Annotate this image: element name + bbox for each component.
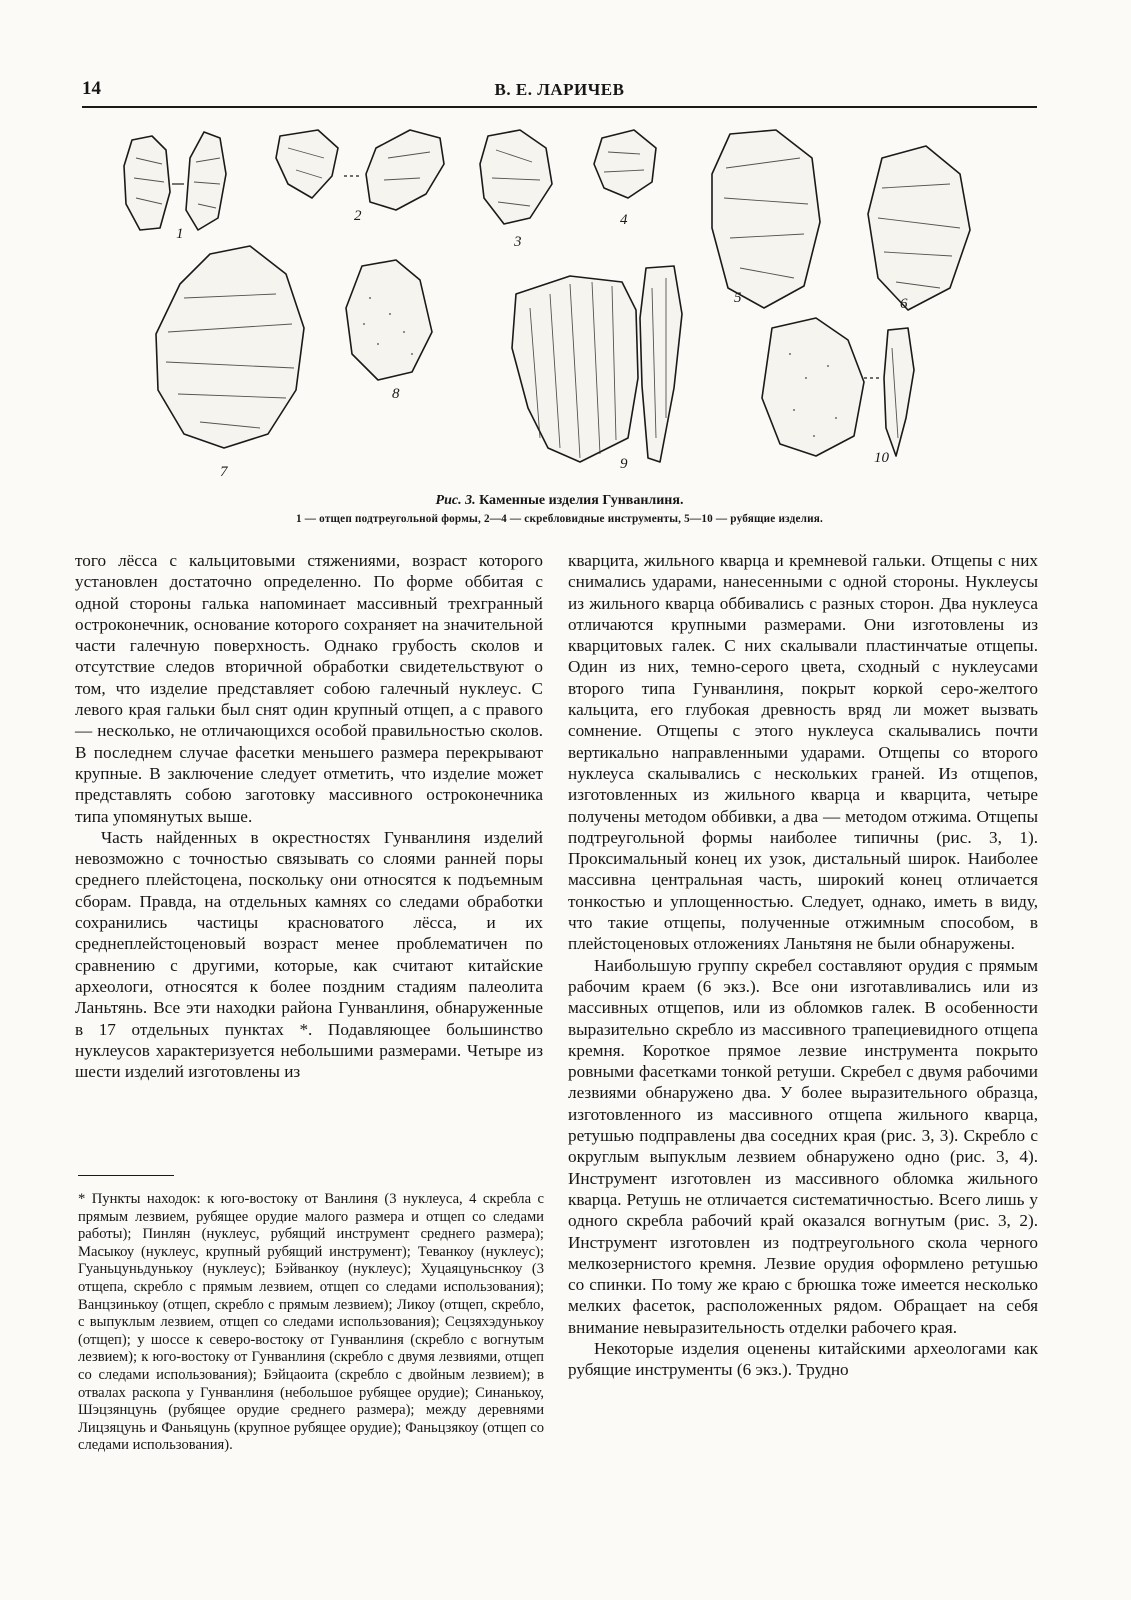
label-8: 8 — [392, 386, 400, 402]
artifact-10b — [884, 328, 914, 456]
artifact-1b — [186, 132, 226, 230]
artifact-10a — [762, 318, 864, 456]
figure-drawing — [100, 118, 1020, 490]
figure-caption-legend: 1 — отщеп подтреугольной формы, 2—4 — скребловидные инструменты, 5—10 — рубящие изделия. — [296, 513, 823, 525]
label-2: 2 — [354, 208, 362, 224]
artifact-1a — [124, 136, 170, 230]
figure-number: Рис. 3. — [435, 493, 476, 508]
artifact-2b — [366, 130, 444, 210]
figure-title: Каменные изделия Гунванлиня. — [479, 493, 684, 508]
label-4: 4 — [620, 212, 628, 228]
running-title: В. Е. ЛАРИЧЕВ — [494, 80, 625, 99]
right-paragraph-2: Наибольшую группу скребел составляют орудия с прямым рабочим краем (6 экз.). Все они изготавливались или из массивных отщепов, или из обломков галек. В особенности выразительно скребло из массивного трапециевидного отщепа кремня. Короткое прямое лезвие инструмента покрыто ровными фасетками тонкой ретуши. Скребел с двумя рабочими лезвиями обнаружено два. У более выразительного образца, изготовленного из массивного отщепа жильного кварца, ретушью подправлены два соседних края (рис. 3, 3). Скребло с округлым выпуклым лезвием обнаружено одно (рис. 3, 4). Инструмент изготовлен из массивного обломка жильного кварца. Ретушь не отличается систематичностью. Всего лишь у одного скребла рабочий край оказался вогнутым (рис. 3, 2). Инструмент изготовлен из подтреугольного скола черного мелкозернистого кремня. Лезвие орудия оформлено ретушью со спинки. По тому же краю с брюшка тоже имеется несколько мелких фасеток, расположенных рядом. Обращает на себя внимание невыразительность отделки рабочего края. — [568, 955, 1038, 1337]
label-10: 10 — [874, 450, 889, 466]
left-paragraph-2: Часть найденных в окрестностях Гунванлиня изделий невозможно с точностью связывать со слоями ранней поры среднего плейстоцена, поскольку они относятся к подъемным сборам. Правда, на отдельных камнях со следами обработки сохранились частицы красноватого лёсса, и их среднеплейстоценовый возраст менее проблематичен по сравнению с другими, которые, как считают китайские археологи, относятся к более поздним стадиям палеолита Ланьтянь. Все эти находки района Гунванлиня, обнаруженные в 17 отдельных пунктах *. Подавляющее большинство нуклеусов характеризуется небольшими размерами. Четыре из шести изделий изготовлены из — [75, 827, 543, 1082]
artifact-5 — [712, 130, 820, 308]
label-5: 5 — [734, 290, 742, 306]
right-column — [568, 550, 1038, 1381]
artifact-9b — [640, 266, 682, 462]
running-header — [82, 78, 1037, 108]
page-number: 14 — [82, 78, 101, 99]
footnote: * Пункты находок: к юго-востоку от Ванлиня (3 нуклеуса, 4 скребла с прямым лезвием, рубящее орудие малого размера и отщеп со следами работы); Пинлян (нуклеус, рубящий инструмент среднего размера); Масыкоу (нуклеус, крупный рубящий инструмент); Теванкоу (нуклеус); Гуаньцуньдунькоу (нуклеус); Бэйванкоу (нуклеус); Хуцаяцуньснкоу (3 отщепа, скребло с прямым лезвием, отщеп со следами использования); Ванцзинькоу (отщеп, скребло с прямым лезвием); Ликоу (отщеп, скребло, с выпуклым лезвием, отщеп со следами использования); Сецзяхэдунькоу (отщеп); у шоссе к северо-востоку от Гунванлиня (скребло с вогнутым лезвием); к юго-востоку от Гунванлиня (скребло с двумя лезвиями, отщеп со следами использования); Бэйцаоита (скребло с двойным лезвием); в отвалах раскопа у Гунванлиня (небольшое рубящее орудие); Синанькоу, Шэцзянцунь (рубящее орудие среднего размера); между деревнями Лицзяцунь и Фаньяцунь (крупное рубящее орудие); Фаньцзякоу (отщеп со следами использования). — [78, 1191, 544, 1454]
artifact-4 — [594, 130, 656, 198]
figure-stone-tools — [100, 118, 1020, 490]
label-7: 7 — [220, 464, 228, 480]
artifact-7 — [156, 246, 304, 448]
artifact-8 — [346, 260, 432, 380]
right-paragraph-1: кварцита, жильного кварца и кремневой гальки. Отщепы с них снимались ударами, нанесенными с одной стороны. Нуклеусы из жильного кварца оббивались с разных сторон. Два нуклеуса отличаются крупными размерами. Они изготовлены из кварцитовых галек. С них скалывали пластинчатые отщепы. Один из них, темно-серого цвета, сходный с нуклеусами второго типа Гунванлиня, покрыт коркой серо-желтого кальцита, его глубокая древность вряд ли может вызвать сомнение. Отщепы с этого нуклеуса скалывались почти вертикально направленными ударами. Отщепы со второго нуклеуса скалывались с нескольких граней. Из отщепов, изготовленных из жильного кварца и кварцита, четыре получены методом оббивки, а два — методом отжима. Отщепы подтреугольной формы наиболее типичны (рис. 3, 1). Проксимальный конец их узок, дистальный широк. Наиболее массивна центральная часть, широкий конец отличается тонкостью и уплощенностью. Следует, однако, иметь в виду, что такие отщепы, полученные отжимным способом, в плейстоценовых отложениях Ланьтяня не были обнаружены. — [568, 551, 1038, 954]
figure-caption-title — [82, 493, 1037, 509]
artifact-2a — [276, 130, 338, 198]
left-column — [75, 550, 543, 1082]
label-9: 9 — [620, 456, 628, 472]
artifact-3 — [480, 130, 552, 224]
left-paragraph-1: того лёсса с кальцитовыми стяжениями, возраст которого установлен достаточно определенно. По форме оббитая с одной стороны галька напоминает массивный трехгранный остроконечник, основание которого сохраняет на значительной части галечную поверхность. Однако грубость сколов и отсутствие следов вторичной обработки свидетельствуют о том, что изделие представляет собою галечный нуклеус. С левого края гальки был снят один крупный отщеп, а с правого — несколько, не отличающихся особой правильностью сколов. В последнем случае фасетки меньшего размера перекрывают крупные. В заключение следует отметить, что изделие может представлять собою заготовку массивного остроконечника типа упомянутых выше. — [75, 551, 543, 826]
label-6: 6 — [900, 296, 908, 312]
footnote-rule — [78, 1175, 174, 1176]
label-1: 1 — [176, 226, 184, 242]
right-paragraph-3: Некоторые изделия оценены китайскими археологами как рубящие инструменты (6 экз.). Трудно — [568, 1338, 1038, 1380]
label-3: 3 — [514, 234, 522, 250]
